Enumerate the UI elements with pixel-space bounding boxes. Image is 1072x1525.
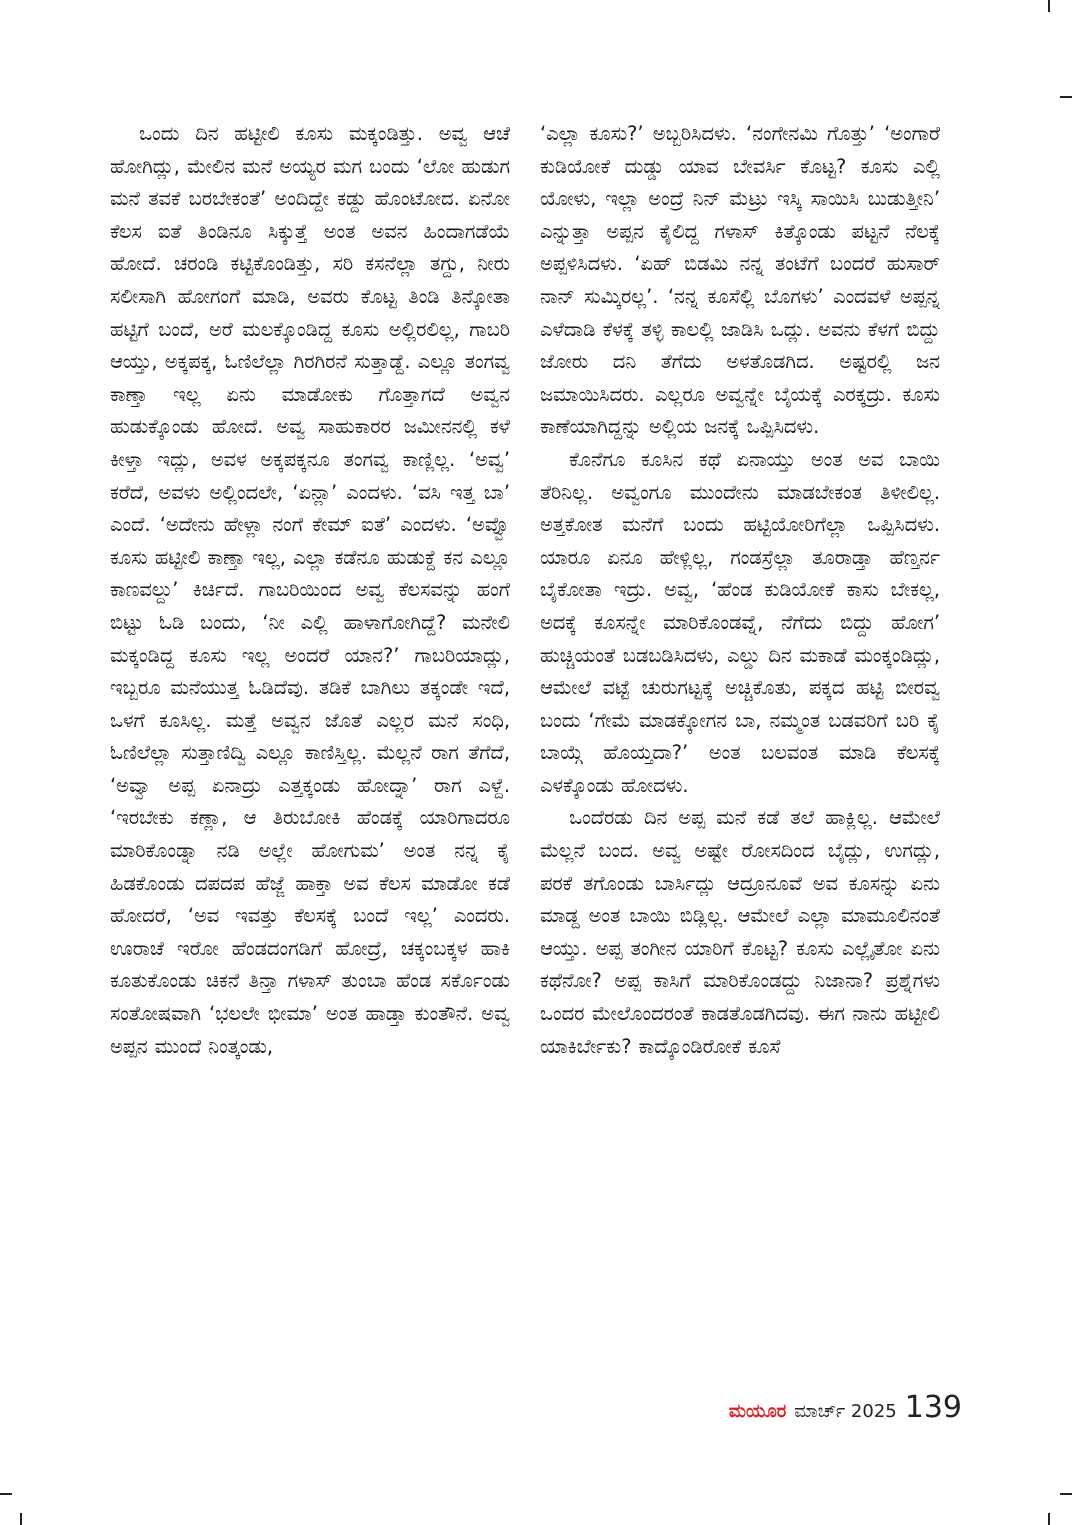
page-number: 139 <box>904 1390 962 1425</box>
issue-date: ಮಾರ್ಚ್ 2025 <box>794 1401 897 1422</box>
article-column-left <box>110 118 510 1063</box>
page-footer <box>729 1390 962 1425</box>
crop-mark-bottom-right <box>1048 1513 1050 1525</box>
crop-mark-right-upper <box>1060 96 1072 98</box>
crop-mark-top-right <box>1048 0 1050 12</box>
article-paragraph: ಒಂದೆರಡು ದಿನ ಅಪ್ಪ ಮನೆ ಕಡೆ ತಲೆ ಹಾಕ್ಲಿಲ್ಲ. ಆಮೇಲೆ ಮೆಲ್ಲನೆ ಬಂದ. ಅವ್ವ ಅಷ್ಟೇ ರೋಸದಿಂದ ಬೈದ್ಲು, ಉಗದ್ಲು, ಪರಕೆ ತಗೊಂಡು ಬಾರ್ಸಿದ್ಲು ಆದ್ರೂನೂವೆ ಅವ ಕೂಸನ್ನು ಏನು ಮಾಡ್ದ ಅಂತ ಬಾಯಿ ಬಿಡ್ಲಿಲ್ಲ. ಆಮೇಲೆ ಎಲ್ಲಾ ಮಾಮೂಲಿನಂತೆ ಆಯ್ತು. ಅಪ್ಪ ತಂಗೀನ ಯಾರಿಗೆ ಕೊಟ್ಟ? ಕೂಸು ಎಲ್ಲೈತೋ ಏನು ಕಥೆನೋ? ಅಪ್ಪ ಕಾಸಿಗೆ ಮಾರಿಕೊಂಡದ್ದು ನಿಜಾನಾ? ಪ್ರಶ್ನೆಗಳು ಒಂದರ ಮೇಲೊಂದರಂತೆ ಕಾಡತೊಡಗಿದವು. ಈಗ ನಾನು ಹಟ್ಟೀಲಿ ಯಾಕಿರ್ಬೇಕು? ಕಾದ್ಕೊಂಡಿರೋಕೆ ಕೂಸೆ <box>540 806 940 1058</box>
crop-mark-right-lower <box>1060 1493 1072 1495</box>
crop-mark-left-lower <box>0 1493 12 1495</box>
article-paragraph: ಕೊನೆಗೂ ಕೂಸಿನ ಕಥೆ ಏನಾಯ್ತು ಅಂತ ಅವ ಬಾಯಿ ತೆರಿನಿಲ್ಲ. ಅವ್ವಂಗೂ ಮುಂದೇನು ಮಾಡಬೇಕಂತ ತಿಳೀಲಿಲ್ಲ. ಅತ್ತಕೋತ ಮನೆಗೆ ಬಂದು ಹಟ್ಟಿಯೋರಿಗೆಲ್ಲಾ ಒಪ್ಪಿಸಿದಳು. ಯಾರೂ ಏನೂ ಹೇಳ್ಲಿಲ್ಲ, ಗಂಡಸ್ರೆಲ್ಲಾ ತೂರಾಡ್ತಾ ಹೆಣ್ತರ್ನ ಬೈಕೋತಾ ಇದ್ರು. ಅವ್ವ, ‘ಹೆಂಡ ಕುಡಿಯೋಕೆ ಕಾಸು ಬೇಕಲ್ಲ, ಅದಕ್ಕೆ ಕೂಸನ್ನೇ ಮಾರಿಕೊಂಡವ್ನೆ, ನೆಗೆದು ಬಿದ್ದು ಹೋಗ’ ಹುಚ್ಚಿಯಂತೆ ಬಡಬಡಿಸಿದಳು, ಎಲ್ಡು ದಿನ ಮಕಾಡೆ ಮಂಕ್ಕಂಡಿದ್ಲು, ಆಮೇಲೆ ವಟ್ಟೆ ಚುರುಗಟ್ಟಕ್ಕೆ ಅಚ್ಚಿಕೊತು, ಪಕ್ಕದ ಹಟ್ಟಿ ಬೀರವ್ವ ಬಂದು ‘ಗೇಮೆ ಮಾಡಕ್ಕೋಗನ ಬಾ, ನಮ್ಮಂತ ಬಡವರಿಗೆ ಬರಿ ಕೈ ಬಾಯ್ಗೆ ಹೊಯ್ತದಾ?’ ಅಂತ ಬಲವಂತ ಮಾಡಿ ಕೆಲಸಕ್ಕೆ ಎಳಕ್ಕೊಂಡು ಹೋದಳು. <box>540 447 940 797</box>
article-column-right <box>540 118 940 1063</box>
crop-mark-bottom-left <box>20 1513 22 1525</box>
magazine-logo: ಮಯೂರ <box>728 1401 787 1422</box>
article-paragraph: ಒಂದು ದಿನ ಹಟ್ಟೀಲಿ ಕೂಸು ಮಕ್ಕಂಡಿತ್ತು. ಅವ್ವ ಆಚೆ ಹೋಗಿದ್ಲು, ಮೇಲಿನ ಮನೆ ಅಯ್ಯರ ಮಗ ಬಂದು ‘ಲೋ ಹುಡುಗ ಮನೆ ತವಕೆ ಬರಬೇಕಂತೆ’ ಅಂದಿದ್ದೇ ಕಡ್ದು ಹೊಂಟೋದ. ಏನೋ ಕೆಲಸ ಐತೆ ತಿಂಡಿನೂ ಸಿಕ್ಕುತ್ತೆ ಅಂತ ಅವನ ಹಿಂದಾಗಡೆಯೆ ಹೋದೆ. ಚರಂಡಿ ಕಟ್ಟಿಕೊಂಡಿತ್ತು, ಸರಿ ಕಸನೆಲ್ಲಾ ತಗ್ದು, ನೀರು ಸಲೀಸಾಗಿ ಹೋಗಂಗೆ ಮಾಡಿ, ಅವರು ಕೊಟ್ಟ ತಿಂಡಿ ತಿನ್ಕೋತಾ ಹಟ್ಟಿಗೆ ಬಂದೆ, ಅರೆ ಮಲಕ್ಕೊಂಡಿದ್ದ ಕೂಸು ಅಲ್ಲಿರಲಿಲ್ಲ, ಗಾಬರಿ ಆಯ್ತು, ಅಕ್ಕಪಕ್ಕ, ಓಣಿಲೆಲ್ಲಾ ಗಿರಗಿರನೆ ಸುತ್ತಾಡ್ದೆ. ಎಲ್ಲೂ ತಂಗವ್ವ ಕಾಣ್ತಾ ಇಲ್ಲ ಏನು ಮಾಡೋಕು ಗೊತ್ತಾಗದೆ ಅವ್ವನ ಹುಡುಕ್ಕೊಂಡು ಹೋದೆ. ಅವ್ವ ಸಾಹುಕಾರರ ಜಮೀನನಲ್ಲಿ ಕಳೆ ಕೀಳ್ತಾ ಇದ್ಲು, ಅವಳ ಅಕ್ಕಪಕ್ಕನೂ ತಂಗವ್ವ ಕಾಣ್ಲಿಲ್ಲ. ‘ಅವ್ವ’ ಕರೆದೆ, ಅವಳು ಅಲ್ಲಿಂದಲೇ, ‘ಏನ್ಲಾ’ ಎಂದಳು. ‘ವಸಿ ಇತ್ತ ಬಾ’ ಎಂದೆ. ‘ಅದೇನು ಹೇಳ್ಲಾ ನಂಗೆ ಕೇಮ್ ಐತೆ’ ಎಂದಳು. ‘ಅವ್ವೊ ಕೂಸು ಹಟ್ಟೀಲಿ ಕಾಣ್ತಾ ಇಲ್ಲ, ಎಲ್ಲಾ ಕಡೆನೂ ಹುಡುಕ್ದೆ ಕನ ಎಲ್ಲೂ ಕಾಣವಲ್ದು’ ಕಿರ್ಚಿದೆ. ಗಾಬರಿಯಿಂದ ಅವ್ವ ಕೆಲಸವನ್ನು ಹಂಗೆ ಬಿಟ್ಟು ಓಡಿ ಬಂದು, ‘ನೀ ಎಲ್ಲಿ ಹಾಳಾಗೋಗಿದ್ದೆ? ಮನೇಲಿ ಮಕ್ಕಂಡಿದ್ದ ಕೂಸು ಇಲ್ಲ ಅಂದರೆ ಯಾನ?’ ಗಾಬರಿಯಾದ್ಲು, ಇಬ್ಬರೂ ಮನೆಯುತ್ತ ಓಡಿದೆವು. ತಡಿಕೆ ಬಾಗಿಲು ತಕ್ಕಂಡೇ ಇದೆ, ಒಳಗೆ ಕೂಸಿಲ್ಲ. ಮತ್ತೆ ಅವ್ವನ ಜೊತೆ ಎಲ್ಲರ ಮನೆ ಸಂಧಿ, ಓಣಿಲೆಲ್ಲಾ ಸುತ್ತಾಣಿದ್ವಿ ಎಲ್ಲೂ ಕಾಣಿಸ್ತಿಲ್ಲ. ಮೆಲ್ಲನೆ ರಾಗ ತೆಗೆದೆ, ‘ಅವ್ವಾ ಅಪ್ಪ ಏನಾದ್ರು ಎತ್ತಕ್ಕಂಡು ಹೋದ್ನಾ’ ರಾಗ ಎಳ್ದೆ. ‘ಇರಬೇಕು ಕಣ್ಲಾ, ಆ ತಿರುಬೋಕಿ ಹೆಂಡಕ್ಕೆ ಯಾರಿಗಾದರೂ ಮಾರಿಕೊಂಡ್ನಾ ನಡಿ ಅಲ್ಲೇ ಹೋಗುಮ’ ಅಂತ ನನ್ನ ಕೈ ಹಿಡಕೊಂಡು ದಪದಪ ಹೆಜ್ಜೆ ಹಾಕ್ತಾ ಅವ ಕೆಲಸ ಮಾಡೋ ಕಡೆ ಹೋದರೆ, ‘ಅವ ಇವತ್ತು ಕೆಲಸಕ್ಕೆ ಬಂದೆ ಇಲ್ಲ’ ಎಂದರು. ಊರಾಚೆ ಇರೋ ಹೆಂಡದಂಗಡಿಗೆ ಹೋದ್ರೆ, ಚಕ್ಕಂಬಕ್ಕಳ ಹಾಕಿ ಕೂತುಕೊಂಡು ಚಿಕನೆ ತಿನ್ತಾ ಗಳಾಸ್ ತುಂಬಾ ಹೆಂಡ ಸರ್ಕೊಂಡು ಸಂತೋಷವಾಗಿ ‘ಭಲಲೇ ಭೀಮಾ’ ಅಂತ ಹಾಡ್ತಾ ಕುಂತೌನೆ. ಅವ್ವ ಅಪ್ಪನ ಮುಂದೆ ನಿಂತ್ಕಂಡು, <box>110 122 510 1058</box>
article-paragraph: ‘ಎಲ್ಲಾ ಕೂಸು?’ ಅಬ್ಬರಿಸಿದಳು. ‘ನಂಗೇನಮಿ ಗೊತ್ತು’ ‘ಅಂಗಾರೆ ಕುಡಿಯೋಕೆ ದುಡ್ಡು ಯಾವ ಬೇವರ್ಸಿ ಕೊಟ್ಟ? ಕೂಸು ಎಲ್ಲಿ ಯೋಳು, ಇಲ್ಲಾ ಅಂದ್ರೆ ನಿನ್ ಮೆಟ್ರು ಇಸ್ಕಿ ಸಾಯಿಸಿ ಬುಡುತ್ತೀನಿ’ ಎನ್ನುತ್ತಾ ಅಪ್ಪನ ಕೈಲಿದ್ದ ಗಳಾಸ್ ಕಿತ್ಕೊಂಡು ಪಟ್ಟನೆ ನೆಲಕ್ಕೆ ಅಪ್ಪಳಿಸಿದಳು. ‘ಏಹ್ ಬಿಡಮಿ ನನ್ನ ತಂಟೆಗೆ ಬಂದರೆ ಹುಸಾರ್ ನಾನ್ ಸುಮ್ಕಿರಲ್ಲ’. ‘ನನ್ನ ಕೂಸೆಲ್ಲಿ ಬೊಗಳು’ ಎಂದವಳೆ ಅಪ್ಪನ್ನ ಎಳೆದಾಡಿ ಕೆಳಕ್ಕೆ ತಳ್ಳಿ ಕಾಲಲ್ಲಿ ಜಾಡಿಸಿ ಒದ್ಲು. ಅವನು ಕೆಳಗೆ ಬಿದ್ದು ಜೋರು ದನಿ ತೆಗೆದು ಅಳತೊಡಗಿದ. ಅಷ್ಟರಲ್ಲಿ ಜನ ಜಮಾಯಿಸಿದರು. ಎಲ್ಲರೂ ಅವ್ವನ್ನೇ ಬೈಯಕ್ಕೆ ಎರಕ್ಕದ್ರು. ಕೂಸು ಕಾಣೆಯಾಗಿದ್ದನ್ನು ಅಲ್ಲಿಯ ಜನಕ್ಕೆ ಒಪ್ಪಿಸಿದಳು. <box>540 122 940 439</box>
